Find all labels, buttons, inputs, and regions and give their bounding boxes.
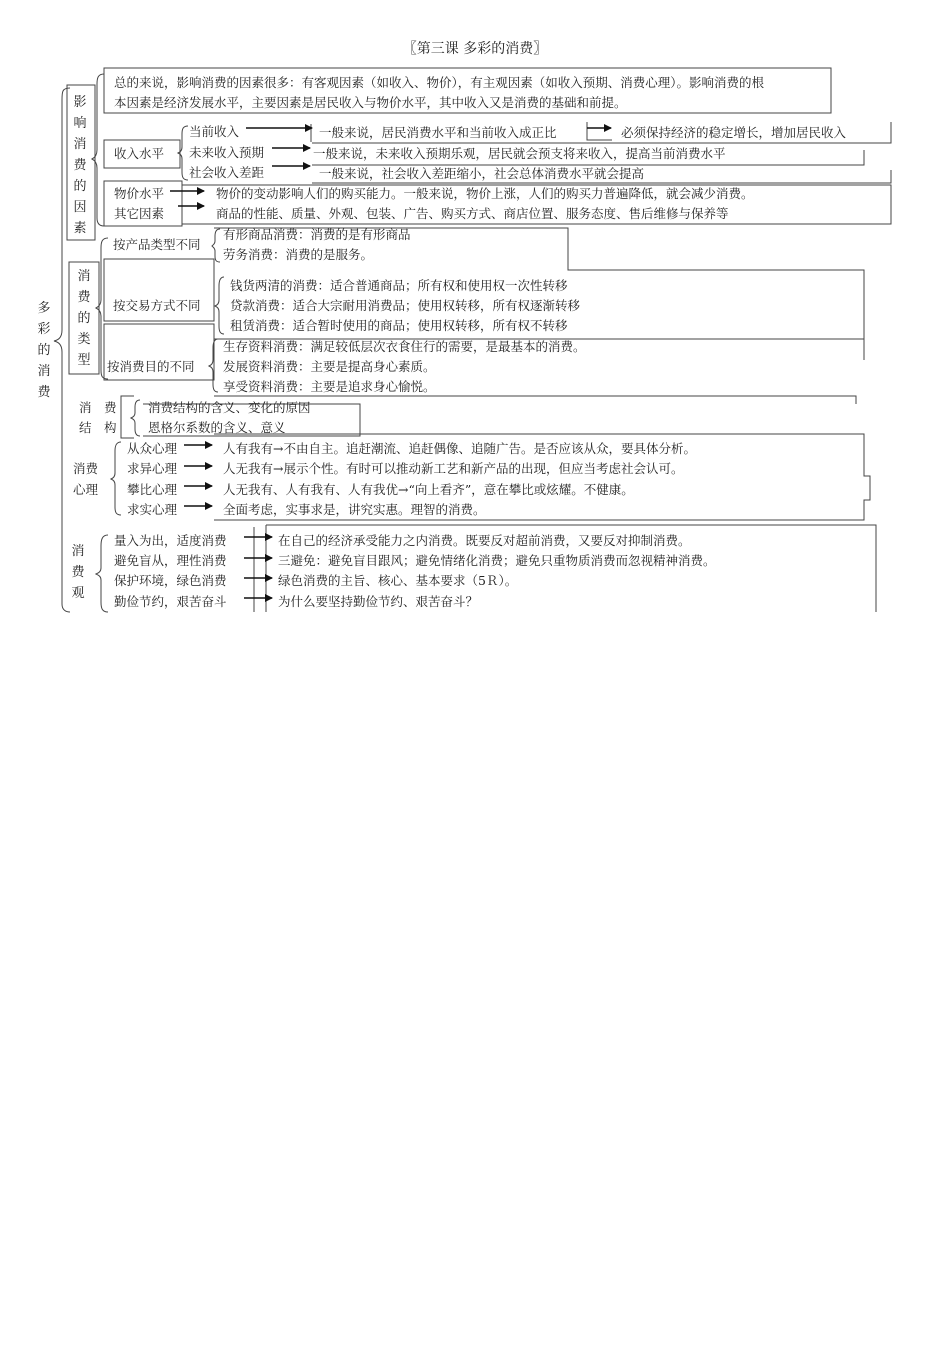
root-brace: [54, 88, 70, 612]
price-label: 物价水平: [114, 186, 165, 201]
income-item-current-desc: 一般来说，居民消费水平和当前收入成正比: [319, 125, 557, 140]
income-item-gap: 社会收入差距: [189, 165, 265, 180]
type-by-purpose: 按消费目的不同: [107, 359, 195, 374]
income-item-current-extra: 必须保持经济的稳定增长，增加居民收入: [621, 125, 847, 140]
influence-label: 影响消费的因素: [73, 95, 87, 236]
influence-summary-line1: 总的来说，影响消费的因素很多：有客观因素（如收入、物价），有主观因素（如收入预期、消费心理）。影响消费的根: [114, 75, 765, 90]
psych-brace: [111, 442, 121, 515]
type-purpose-item-2: 发展资料消费：主要是提高身心素质。: [223, 359, 436, 374]
structure-label-b: 结 构: [79, 420, 117, 435]
psych-desc-2: 人无我有→展示个性。有时可以推动新工艺和新产品的出现，但应当考虑社会认可。: [223, 461, 684, 476]
page-title: 〖第三课 多彩的消费〗: [402, 41, 548, 57]
type-product-item-1: 有形商品消费：消费的是有形商品: [223, 227, 411, 242]
income-item-future-desc: 一般来说，未来收入预期乐观，居民就会预支将来收入，提高当前消费水平: [313, 146, 726, 161]
other-desc: 商品的性能、质量、外观、包装、广告、购买方式、商店位置、服务态度、售后维修与保养等: [216, 206, 729, 221]
structure-label-a: 消 费: [79, 400, 117, 415]
type-by-product: 按产品类型不同: [113, 237, 201, 252]
price-desc: 物价的变动影响人们的购买能力。一般来说，物价上涨，人们的购买力普遍降低，就会减少消费。: [216, 186, 754, 201]
view-desc-2: 三避免：避免盲目跟风；避免情绪化消费；避免只重物质消费而忽视精神消费。: [278, 553, 716, 568]
view-name-2: 避免盲从，理性消费: [114, 553, 227, 568]
root-label: 多彩的消费: [37, 301, 51, 400]
psych-name-4: 求实心理: [127, 502, 178, 517]
type-purpose-item-3: 享受资料消费：主要是追求身心愉悦。: [223, 379, 436, 394]
structure-item-1: 消费结构的含义、变化的原因: [148, 400, 311, 415]
view-name-4: 勤俭节约，艰苦奋斗: [114, 594, 227, 609]
view-label: 消费观: [71, 544, 85, 601]
type-purpose-item-1: 生存资料消费：满足较低层次衣食住行的需要，是最基本的消费。: [223, 339, 586, 354]
view-desc-1: 在自己的经济承受能力之内消费。既要反对超前消费，又要反对抑制消费。: [278, 533, 691, 548]
type-transaction-item-3: 租赁消费：适合暂时使用的商品；使用权转移，所有权不转移: [230, 318, 568, 333]
psych-label-b: 心理: [73, 482, 99, 497]
type-transaction-item-2: 贷款消费：适合大宗耐用消费品；使用权转移，所有权逐渐转移: [230, 298, 581, 313]
psych-label-a: 消费: [73, 461, 99, 476]
influence-brace: [92, 74, 104, 226]
psych-name-2: 求异心理: [127, 461, 178, 476]
type-product-item-2: 劳务消费：消费的是服务。: [223, 247, 374, 262]
view-name-1: 量入为出，适度消费: [114, 533, 227, 548]
influence-summary-line2: 本因素是经济发展水平，主要因素是居民收入与物价水平，其中收入又是消费的基础和前提。: [114, 95, 627, 110]
structure-item-2: 恩格尔系数的含义、意义: [148, 420, 286, 435]
psych-desc-1: 人有我有→不由自主。追赶潮流、追赶偶像、追随广告。是否应该从众，要具体分析。: [223, 441, 696, 456]
view-name-3: 保护环境，绿色消费: [114, 573, 227, 588]
psych-name-3: 攀比心理: [127, 482, 178, 497]
income-label: 收入水平: [114, 146, 165, 161]
types-label: 消费的类型: [77, 269, 91, 368]
type-transaction-item-1: 钱货两清的消费：适合普通商品；所有权和使用权一次性转移: [230, 278, 568, 293]
view-desc-3: 绿色消费的主旨、核心、基本要求（5Ｒ）。: [278, 573, 518, 588]
psych-name-1: 从众心理: [127, 441, 178, 456]
income-item-current: 当前收入: [189, 124, 240, 139]
psych-desc-3: 人无我有、人有我有、人有我优→“向上看齐”，意在攀比或炫耀。不健康。: [223, 482, 634, 497]
income-item-gap-desc: 一般来说，社会收入差距缩小，社会总体消费水平就会提高: [319, 166, 645, 181]
type-by-transaction: 按交易方式不同: [113, 298, 201, 313]
psych-desc-4: 全面考虑，实事求是，讲究实惠。理智的消费。: [223, 502, 486, 517]
view-desc-4: 为什么要坚持勤俭节约、艰苦奋斗？: [278, 594, 479, 609]
other-label: 其它因素: [114, 206, 165, 221]
income-item-future: 未来收入预期: [189, 145, 265, 160]
view-brace: [96, 535, 108, 612]
